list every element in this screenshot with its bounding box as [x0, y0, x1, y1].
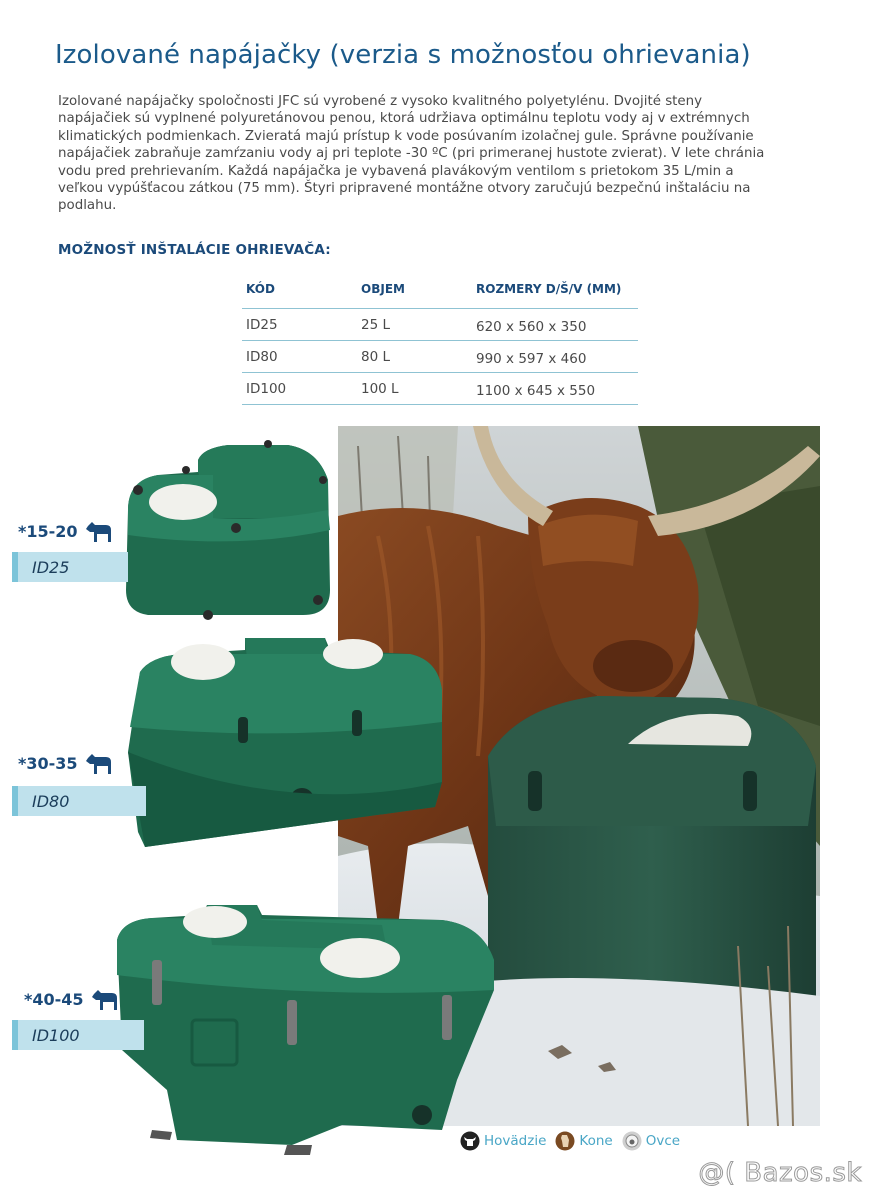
calf-icon: [90, 986, 120, 1012]
product-id25: [0, 440, 340, 630]
capacity-id100: [24, 986, 120, 1012]
calf-icon: [84, 750, 114, 776]
cell-dimensions: 1100 x 645 x 550: [472, 373, 638, 405]
cell-code: ID80: [242, 341, 357, 373]
legend-item-cattle: [460, 1131, 546, 1151]
cell-volume: 80 L: [357, 341, 472, 373]
id-bar-id100: ID100: [12, 1020, 144, 1050]
spec-table: [242, 276, 638, 405]
table-row: [242, 309, 638, 341]
product-id80: [0, 632, 450, 862]
legend-label: Kone: [579, 1133, 613, 1149]
calf-icon: [84, 518, 114, 544]
animal-legend: [460, 1131, 689, 1151]
trough-id80-image: [120, 632, 448, 857]
capacity-id80: [18, 750, 114, 776]
legend-item-sheep: [622, 1131, 680, 1151]
intro-paragraph: Izolované napájačky spoločnosti JFC sú vyrobené z vysoko kvalitného polyetylénu. Dvojité steny napájačiek sú vyplnené polyuretánovou penou, ktorá udržiava optimálnu teplotu vody aj v extrémnych klimatických podmienkach. Zvieratá majú prístup k vode posúvaním izolačnej gule. Správne používanie napájačiek zabraňuje zamŕzaniu vody aj pri teplote -30 ºC (pri primeranej hustote zvierat). V lete chránia vodu pred prehrievaním. Každá napájačka je vybavená plavákovým ventilom s prietokom 35 L/min a veľkou vypúšťacou zátkou (75 mm). Štyri pripravené montážne otvory zaručujú bezpečnú inštaláciu na podlahu.: [58, 94, 765, 214]
header-code: KÓD: [242, 276, 357, 309]
capacity-count: *40-45: [24, 989, 84, 1009]
cattle-icon: [460, 1131, 480, 1151]
capacity-id25: [18, 518, 114, 544]
page-title: Izolované napájačky (verzia s možnosťou ohrievania): [55, 40, 751, 70]
product-id100: [0, 900, 500, 1165]
cell-dimensions: 620 x 560 x 350: [472, 309, 638, 341]
cell-dimensions: 990 x 597 x 460: [472, 341, 638, 373]
bazos-watermark: @( Bazos.sk: [698, 1158, 862, 1188]
header-dimensions: ROZMERY D/Š/V (MM): [472, 276, 638, 309]
trough-id25-image: [118, 440, 338, 630]
cell-volume: 25 L: [357, 309, 472, 341]
cell-code: ID100: [242, 373, 357, 405]
capacity-count: *15-20: [18, 521, 78, 541]
cell-code: ID25: [242, 309, 357, 341]
trough-id100-image: [112, 900, 498, 1162]
legend-item-horse: [555, 1131, 612, 1151]
capacity-count: *30-35: [18, 753, 78, 773]
header-volume: OBJEM: [357, 276, 472, 309]
table-row: [242, 341, 638, 373]
section-heading: MOŽNOSŤ INŠTALÁCIE OHRIEVAČA:: [58, 242, 331, 258]
table-row: [242, 373, 638, 405]
id-bar-id25: ID25: [12, 552, 128, 582]
horse-icon: [555, 1131, 575, 1151]
cell-volume: 100 L: [357, 373, 472, 405]
legend-label: Ovce: [645, 1133, 681, 1149]
table-header-row: [242, 276, 638, 309]
id-bar-id80: ID80: [12, 786, 146, 816]
sheep-icon: [622, 1131, 642, 1151]
legend-label: Hovädzie: [484, 1133, 547, 1149]
